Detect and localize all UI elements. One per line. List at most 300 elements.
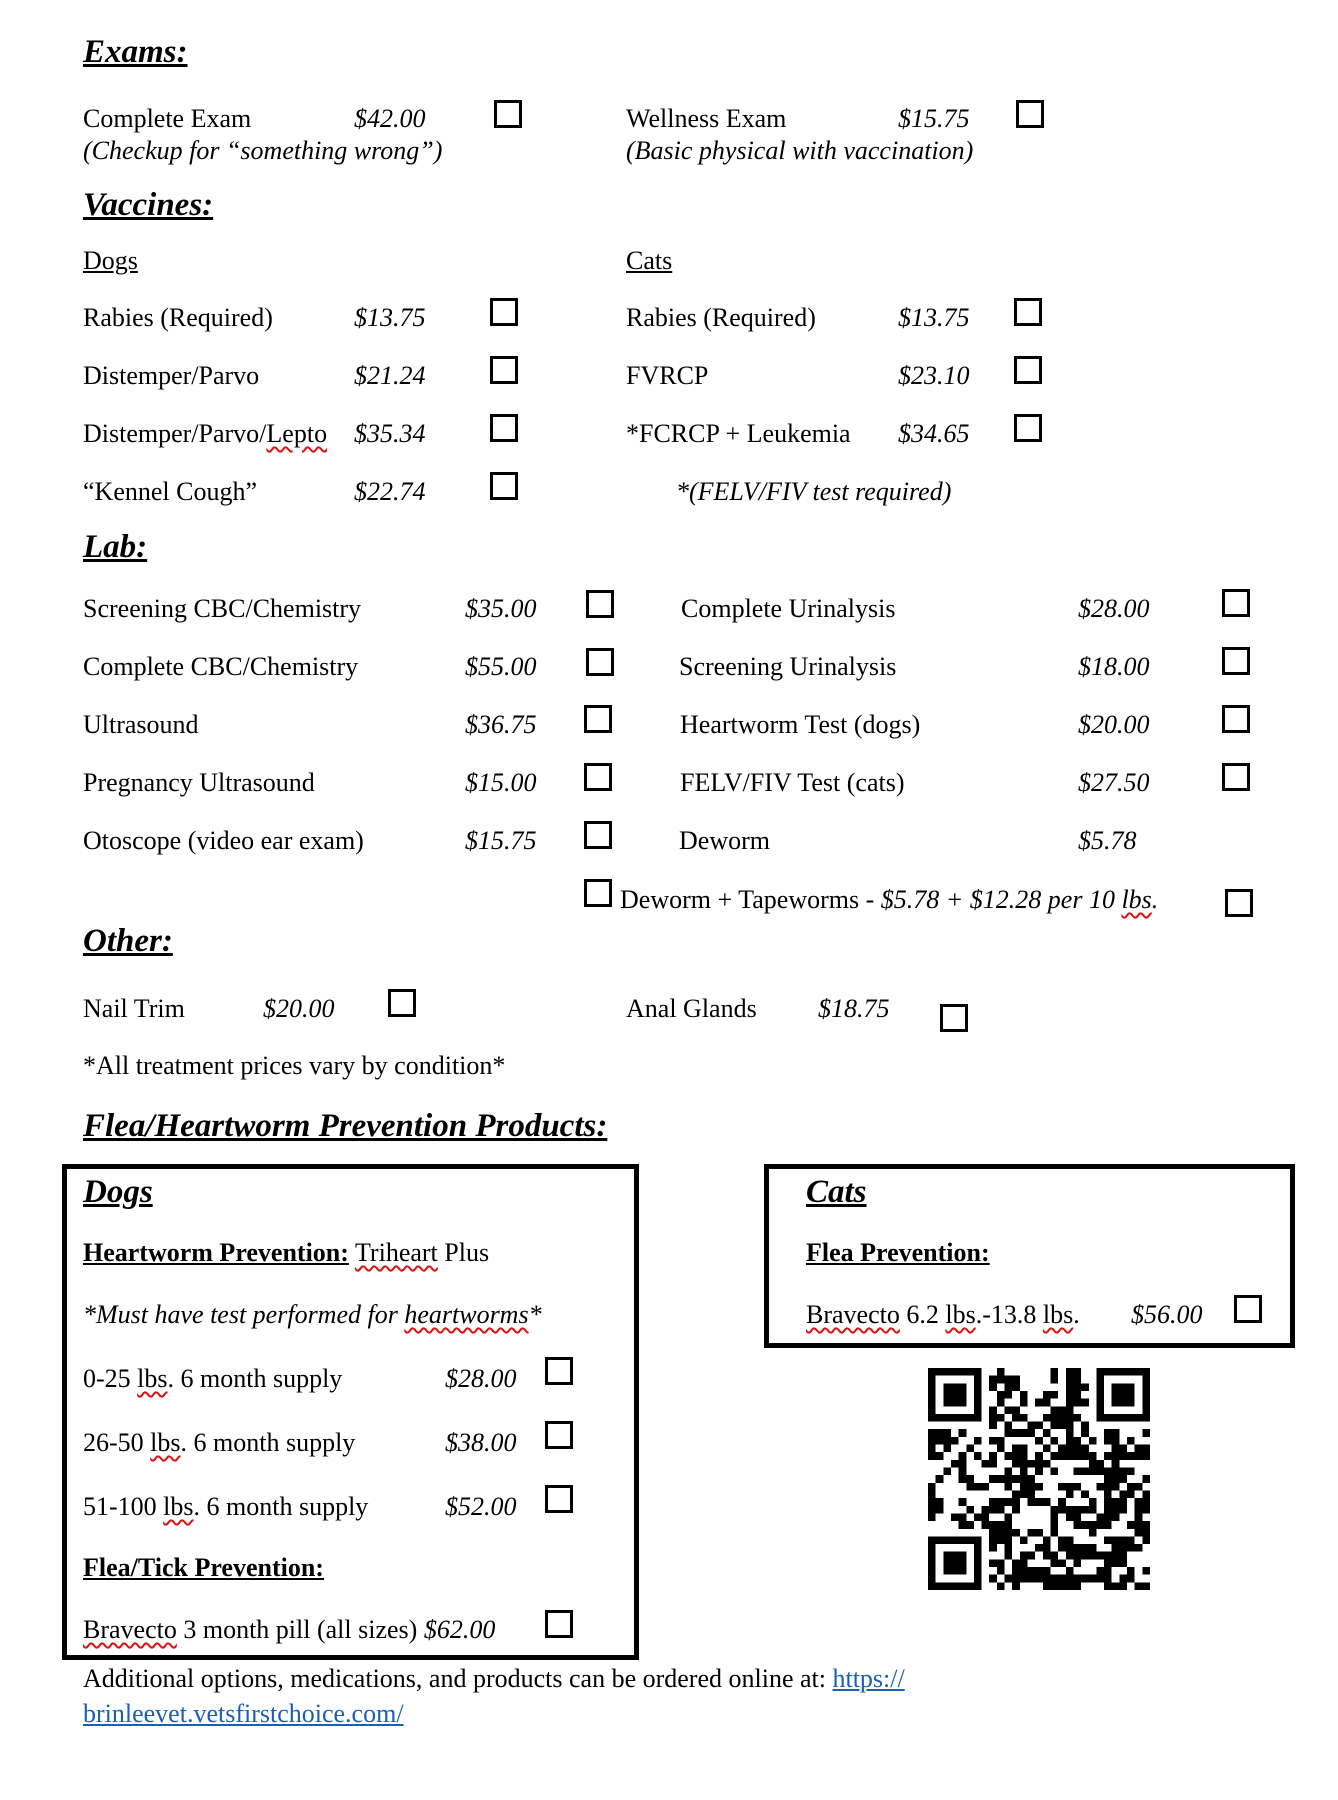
qr-module — [989, 1498, 997, 1506]
qr-module — [959, 1414, 967, 1422]
qr-module — [1073, 1414, 1081, 1422]
qr-module — [997, 1506, 1005, 1514]
qr-module — [1066, 1429, 1074, 1437]
qr-module — [1135, 1513, 1143, 1521]
dog-rabies-label: Rabies (Required) — [83, 303, 273, 332]
qr-module — [943, 1391, 951, 1399]
qr-module — [1050, 1575, 1058, 1583]
qr-module — [1012, 1452, 1020, 1460]
dog-kennel-cough-checkbox[interactable] — [490, 472, 518, 500]
cat-fvrcp-checkbox[interactable] — [1014, 356, 1042, 384]
qr-module — [974, 1406, 982, 1414]
qr-module — [1050, 1552, 1058, 1560]
qr-module — [1035, 1567, 1043, 1575]
qr-module — [1127, 1521, 1135, 1529]
qr-module — [951, 1399, 959, 1407]
qr-module — [1089, 1552, 1097, 1560]
dog-rabies-checkbox[interactable] — [490, 298, 518, 326]
qr-module — [997, 1536, 1005, 1544]
qr-module — [1135, 1368, 1143, 1376]
qr-module — [1066, 1490, 1074, 1498]
qr-module — [1073, 1383, 1081, 1391]
qr-module — [989, 1559, 997, 1567]
qr-module — [1112, 1483, 1120, 1491]
qr-module — [1043, 1582, 1051, 1590]
bravecto-cat-mid: 6.2 — [899, 1300, 946, 1329]
qr-code-icon — [928, 1368, 1150, 1590]
qr-module — [989, 1383, 997, 1391]
bravecto-cat-word: Bravecto — [806, 1300, 900, 1329]
qr-module — [989, 1406, 997, 1414]
lab-felv-fiv-test-price: $27.50 — [1078, 768, 1150, 797]
qr-module — [1112, 1383, 1120, 1391]
qr-module — [1066, 1399, 1074, 1407]
qr-module — [1142, 1536, 1150, 1544]
qr-module — [974, 1399, 982, 1407]
qr-module — [936, 1536, 944, 1544]
hw-note-end: * — [528, 1300, 542, 1329]
qr-module — [1127, 1490, 1135, 1498]
qr-module — [1073, 1376, 1081, 1384]
qr-module — [1043, 1399, 1051, 1407]
qr-module — [1119, 1475, 1127, 1483]
qr-module — [1104, 1552, 1112, 1560]
qr-module — [1104, 1536, 1112, 1544]
qr-module — [1066, 1445, 1074, 1453]
cat-rabies-checkbox[interactable] — [1014, 298, 1042, 326]
qr-module — [1104, 1437, 1112, 1445]
qr-module — [936, 1368, 944, 1376]
qr-module — [928, 1391, 936, 1399]
qr-module — [1096, 1391, 1104, 1399]
complete-exam-note: (Checkup for “something wrong”) — [83, 136, 443, 165]
qr-module — [1142, 1376, 1150, 1384]
qr-module — [1012, 1383, 1020, 1391]
lab-screening-urinalysis-checkbox[interactable] — [1222, 647, 1250, 675]
lab-heartworm-test-checkbox[interactable] — [1222, 705, 1250, 733]
lab-screening-urinalysis-price: $18.00 — [1078, 652, 1150, 681]
qr-module — [1020, 1559, 1028, 1567]
qr-module — [928, 1383, 936, 1391]
qr-module — [1135, 1506, 1143, 1514]
dog-distemper-parvo-lepto-checkbox[interactable] — [490, 414, 518, 442]
qr-module — [1043, 1414, 1051, 1422]
supply-0-25-label — [83, 1364, 342, 1394]
lepto-word: Lepto — [266, 419, 328, 448]
supply-pre: 0-25 — [83, 1364, 138, 1393]
bravecto-cat-unit2: lbs — [1042, 1300, 1074, 1329]
lepto-prefix: Distemper/Parvo/ — [83, 419, 267, 448]
qr-module — [1119, 1368, 1127, 1376]
qr-module — [959, 1429, 967, 1437]
qr-module — [966, 1414, 974, 1422]
qr-module — [959, 1460, 967, 1468]
qr-module — [943, 1437, 951, 1445]
qr-module — [951, 1567, 959, 1575]
qr-module — [1104, 1521, 1112, 1529]
qr-module — [951, 1513, 959, 1521]
lab-felv-fiv-test-label: FELV/FIV Test (cats) — [680, 768, 905, 797]
cat-fcrcp-leukemia-label: *FCRCP + Leukemia — [626, 419, 851, 448]
qr-module — [928, 1368, 936, 1376]
qr-module — [1135, 1445, 1143, 1453]
qr-module — [1050, 1506, 1058, 1514]
nail-trim-checkbox[interactable] — [388, 989, 416, 1017]
qr-module — [1089, 1437, 1097, 1445]
lab-deworm-tapeworm-label — [620, 885, 1158, 915]
qr-module — [1135, 1521, 1143, 1529]
qr-module — [997, 1529, 1005, 1537]
qr-module — [1112, 1544, 1120, 1552]
qr-module — [1104, 1368, 1112, 1376]
qr-module — [951, 1536, 959, 1544]
qr-module — [1104, 1490, 1112, 1498]
qr-module — [1104, 1567, 1112, 1575]
qr-module — [1096, 1575, 1104, 1583]
qr-module — [1050, 1376, 1058, 1384]
qr-module — [982, 1483, 990, 1491]
qr-module — [1081, 1429, 1089, 1437]
qr-module — [1005, 1498, 1013, 1506]
qr-module — [966, 1483, 974, 1491]
qr-module — [1073, 1445, 1081, 1453]
footer-line2 — [83, 1699, 404, 1729]
qr-module — [1142, 1391, 1150, 1399]
qr-module — [1135, 1582, 1143, 1590]
qr-module — [1104, 1483, 1112, 1491]
qr-module — [989, 1414, 997, 1422]
qr-module — [951, 1414, 959, 1422]
qr-module — [1119, 1399, 1127, 1407]
qr-module — [928, 1483, 936, 1491]
bravecto-dog-checkbox[interactable] — [545, 1610, 573, 1638]
lab-ultrasound-label: Ultrasound — [83, 710, 199, 739]
qr-module — [1127, 1468, 1135, 1476]
qr-module — [1028, 1422, 1036, 1430]
qr-module — [1119, 1391, 1127, 1399]
qr-module — [1050, 1513, 1058, 1521]
qr-module — [1119, 1445, 1127, 1453]
lab-otoscope-checkbox[interactable] — [584, 821, 612, 849]
qr-module — [974, 1368, 982, 1376]
qr-module — [1005, 1383, 1013, 1391]
lab-deworm-label: Deworm — [679, 826, 770, 855]
qr-module — [1043, 1460, 1051, 1468]
qr-module — [974, 1544, 982, 1552]
qr-module — [928, 1575, 936, 1583]
qr-module — [1020, 1552, 1028, 1560]
dog-distemper-parvo-checkbox[interactable] — [490, 356, 518, 384]
qr-module — [1112, 1414, 1120, 1422]
lab-deworm-tapeworm-right-checkbox[interactable] — [1225, 889, 1253, 917]
qr-module — [1035, 1483, 1043, 1491]
lab-ultrasound-checkbox[interactable] — [584, 705, 612, 733]
qr-module — [1096, 1552, 1104, 1560]
qr-module — [974, 1414, 982, 1422]
qr-module — [1028, 1529, 1036, 1537]
qr-module — [1066, 1582, 1074, 1590]
supply-unit: lbs — [150, 1428, 181, 1457]
qr-module — [1058, 1536, 1066, 1544]
qr-module — [1119, 1552, 1127, 1560]
qr-module — [997, 1521, 1005, 1529]
qr-module — [1043, 1575, 1051, 1583]
deworm-tapeworm-unit: lbs — [1121, 885, 1152, 914]
qr-module — [928, 1498, 936, 1506]
lab-deworm-tapeworm-checkbox[interactable] — [584, 879, 612, 907]
qr-module — [1112, 1460, 1120, 1468]
qr-module — [1073, 1575, 1081, 1583]
qr-module — [1104, 1498, 1112, 1506]
qr-module — [1135, 1452, 1143, 1460]
felv-fiv-required-note: *(FELV/FIV test required) — [676, 477, 952, 506]
footer-link-part1[interactable]: https:// — [832, 1664, 905, 1693]
qr-module — [959, 1582, 967, 1590]
bravecto-cat-label — [806, 1300, 1080, 1330]
qr-module — [1012, 1559, 1020, 1567]
qr-module — [1127, 1383, 1135, 1391]
bravecto-cat-price: $56.00 — [1131, 1300, 1203, 1329]
qr-module — [1005, 1475, 1013, 1483]
prevention-heading: Flea/Heartworm Prevention Products: — [83, 1108, 608, 1144]
qr-module — [928, 1536, 936, 1544]
qr-module — [959, 1452, 967, 1460]
qr-module — [1104, 1414, 1112, 1422]
supply-0-25-checkbox[interactable] — [545, 1357, 573, 1385]
qr-module — [974, 1559, 982, 1567]
qr-module — [959, 1368, 967, 1376]
qr-module — [959, 1521, 967, 1529]
lab-felv-fiv-test-checkbox[interactable] — [1222, 763, 1250, 791]
qr-module — [1020, 1391, 1028, 1399]
supply-51-100-price: $52.00 — [445, 1492, 517, 1521]
qr-module — [1142, 1498, 1150, 1506]
qr-module — [951, 1383, 959, 1391]
lab-screening-cbc-price: $35.00 — [465, 594, 537, 623]
qr-module — [1112, 1475, 1120, 1483]
bravecto-cat-checkbox[interactable] — [1234, 1295, 1262, 1323]
qr-module — [951, 1559, 959, 1567]
qr-module — [1127, 1368, 1135, 1376]
qr-module — [1096, 1383, 1104, 1391]
qr-module — [1050, 1437, 1058, 1445]
qr-module — [1005, 1552, 1013, 1560]
cat-fcrcp-leukemia-checkbox[interactable] — [1014, 414, 1042, 442]
lab-pregnancy-ultrasound-price: $15.00 — [465, 768, 537, 797]
qr-module — [997, 1399, 1005, 1407]
qr-module — [1119, 1468, 1127, 1476]
qr-module — [1081, 1506, 1089, 1514]
qr-module — [928, 1490, 936, 1498]
wellness-exam-checkbox[interactable] — [1016, 100, 1044, 128]
qr-module — [943, 1552, 951, 1560]
qr-module — [959, 1559, 967, 1567]
qr-module — [1058, 1445, 1066, 1453]
anal-glands-price: $18.75 — [818, 994, 890, 1023]
supply-26-50-price: $38.00 — [445, 1428, 517, 1457]
hw-note-pre: *Must have test performed for — [83, 1300, 405, 1329]
complete-exam-checkbox[interactable] — [494, 100, 522, 128]
qr-module — [974, 1513, 982, 1521]
qr-module — [1066, 1552, 1074, 1560]
qr-module — [951, 1437, 959, 1445]
lab-complete-cbc-checkbox[interactable] — [586, 648, 614, 676]
qr-module — [1127, 1536, 1135, 1544]
supply-51-100-label — [83, 1492, 368, 1522]
qr-module — [928, 1513, 936, 1521]
qr-module — [943, 1383, 951, 1391]
qr-module — [1127, 1575, 1135, 1583]
lab-otoscope-label: Otoscope (video ear exam) — [83, 826, 364, 855]
qr-module — [1005, 1391, 1013, 1399]
qr-module — [959, 1391, 967, 1399]
qr-module — [951, 1391, 959, 1399]
supply-26-50-checkbox[interactable] — [545, 1421, 573, 1449]
qr-module — [1073, 1552, 1081, 1560]
qr-module — [1043, 1445, 1051, 1453]
qr-module — [1020, 1399, 1028, 1407]
qr-module — [1089, 1521, 1097, 1529]
triheart-plus: Plus — [437, 1238, 490, 1267]
qr-module — [1127, 1452, 1135, 1460]
qr-module — [1005, 1429, 1013, 1437]
lab-pregnancy-ultrasound-checkbox[interactable] — [584, 763, 612, 791]
qr-module — [959, 1536, 967, 1544]
qr-module — [1012, 1445, 1020, 1453]
qr-module — [1005, 1536, 1013, 1544]
lab-otoscope-price: $15.75 — [465, 826, 537, 855]
qr-module — [1028, 1498, 1036, 1506]
supply-unit: lbs — [137, 1364, 168, 1393]
qr-module — [928, 1552, 936, 1560]
cat-fcrcp-leukemia-price: $34.65 — [898, 419, 970, 448]
qr-module — [1142, 1529, 1150, 1537]
qr-module — [943, 1567, 951, 1575]
qr-module — [982, 1521, 990, 1529]
supply-51-100-checkbox[interactable] — [545, 1485, 573, 1513]
qr-module — [1127, 1414, 1135, 1422]
qr-module — [974, 1536, 982, 1544]
qr-module — [1058, 1498, 1066, 1506]
qr-module — [974, 1575, 982, 1583]
lab-screening-cbc-checkbox[interactable] — [586, 590, 614, 618]
qr-module — [1081, 1422, 1089, 1430]
qr-module — [1066, 1422, 1074, 1430]
qr-module — [1035, 1498, 1043, 1506]
qr-module — [1119, 1414, 1127, 1422]
qr-module — [1096, 1567, 1104, 1575]
qr-module — [959, 1399, 967, 1407]
qr-module — [1142, 1582, 1150, 1590]
other-heading: Other: — [83, 923, 173, 959]
qr-module — [1142, 1399, 1150, 1407]
cat-flea-prevention-label: Flea Prevention: — [806, 1238, 990, 1267]
qr-module — [1050, 1406, 1058, 1414]
qr-module — [1135, 1544, 1143, 1552]
qr-module — [943, 1536, 951, 1544]
wellness-exam-label: Wellness Exam — [626, 104, 787, 133]
qr-module — [1020, 1452, 1028, 1460]
qr-module — [1142, 1429, 1150, 1437]
supply-post: . 6 month supply — [193, 1492, 369, 1521]
qr-module — [1142, 1521, 1150, 1529]
qr-module — [1119, 1498, 1127, 1506]
qr-module — [1020, 1445, 1028, 1453]
qr-module — [1058, 1559, 1066, 1567]
qr-module — [943, 1445, 951, 1453]
qr-module — [1089, 1452, 1097, 1460]
qr-module — [1127, 1567, 1135, 1575]
qr-module — [1020, 1475, 1028, 1483]
vaccines-heading: Vaccines: — [83, 187, 214, 223]
deworm-tapeworm-text: Deworm + Tapeworms - — [620, 885, 881, 914]
qr-module — [928, 1399, 936, 1407]
qr-module — [959, 1468, 967, 1476]
lab-deworm-price: $5.78 — [1078, 826, 1137, 855]
qr-module — [959, 1567, 967, 1575]
qr-module — [974, 1383, 982, 1391]
qr-module — [974, 1376, 982, 1384]
qr-module — [943, 1429, 951, 1437]
lab-complete-urinalysis-checkbox[interactable] — [1222, 589, 1250, 617]
qr-module — [936, 1498, 944, 1506]
qr-module — [951, 1368, 959, 1376]
qr-module — [1028, 1429, 1036, 1437]
qr-module — [1020, 1490, 1028, 1498]
qr-module — [928, 1452, 936, 1460]
qr-module — [974, 1567, 982, 1575]
qr-module — [1104, 1513, 1112, 1521]
qr-module — [1112, 1445, 1120, 1453]
qr-module — [974, 1483, 982, 1491]
qr-module — [1081, 1399, 1089, 1407]
qr-module — [943, 1414, 951, 1422]
qr-module — [1043, 1552, 1051, 1560]
qr-module — [1142, 1452, 1150, 1460]
qr-module — [1142, 1383, 1150, 1391]
qr-module — [1119, 1575, 1127, 1583]
qr-module — [959, 1498, 967, 1506]
qr-module — [1104, 1452, 1112, 1460]
qr-module — [1112, 1552, 1120, 1560]
qr-module — [989, 1506, 997, 1514]
dog-distemper-parvo-label: Distemper/Parvo — [83, 361, 260, 390]
qr-module — [1012, 1376, 1020, 1384]
anal-glands-checkbox[interactable] — [940, 1004, 968, 1032]
qr-module — [989, 1437, 997, 1445]
qr-module — [1028, 1475, 1036, 1483]
dogs-prevention-title: Dogs — [83, 1174, 153, 1210]
qr-module — [951, 1582, 959, 1590]
qr-module — [1096, 1468, 1104, 1476]
qr-module — [1066, 1452, 1074, 1460]
qr-module — [1104, 1475, 1112, 1483]
qr-module — [1050, 1521, 1058, 1529]
wellness-exam-price: $15.75 — [898, 104, 970, 133]
qr-module — [1043, 1391, 1051, 1399]
qr-module — [1142, 1567, 1150, 1575]
qr-module — [989, 1575, 997, 1583]
qr-module — [959, 1383, 967, 1391]
qr-module — [1142, 1406, 1150, 1414]
vaccines-dogs-label: Dogs — [83, 246, 138, 275]
nail-trim-label: Nail Trim — [83, 994, 185, 1023]
qr-module — [1089, 1460, 1097, 1468]
qr-module — [1081, 1521, 1089, 1529]
qr-module — [966, 1445, 974, 1453]
footer-link-part2[interactable]: brinleevet.vetsfirstchoice.com/ — [83, 1699, 404, 1728]
qr-module — [1127, 1483, 1135, 1491]
